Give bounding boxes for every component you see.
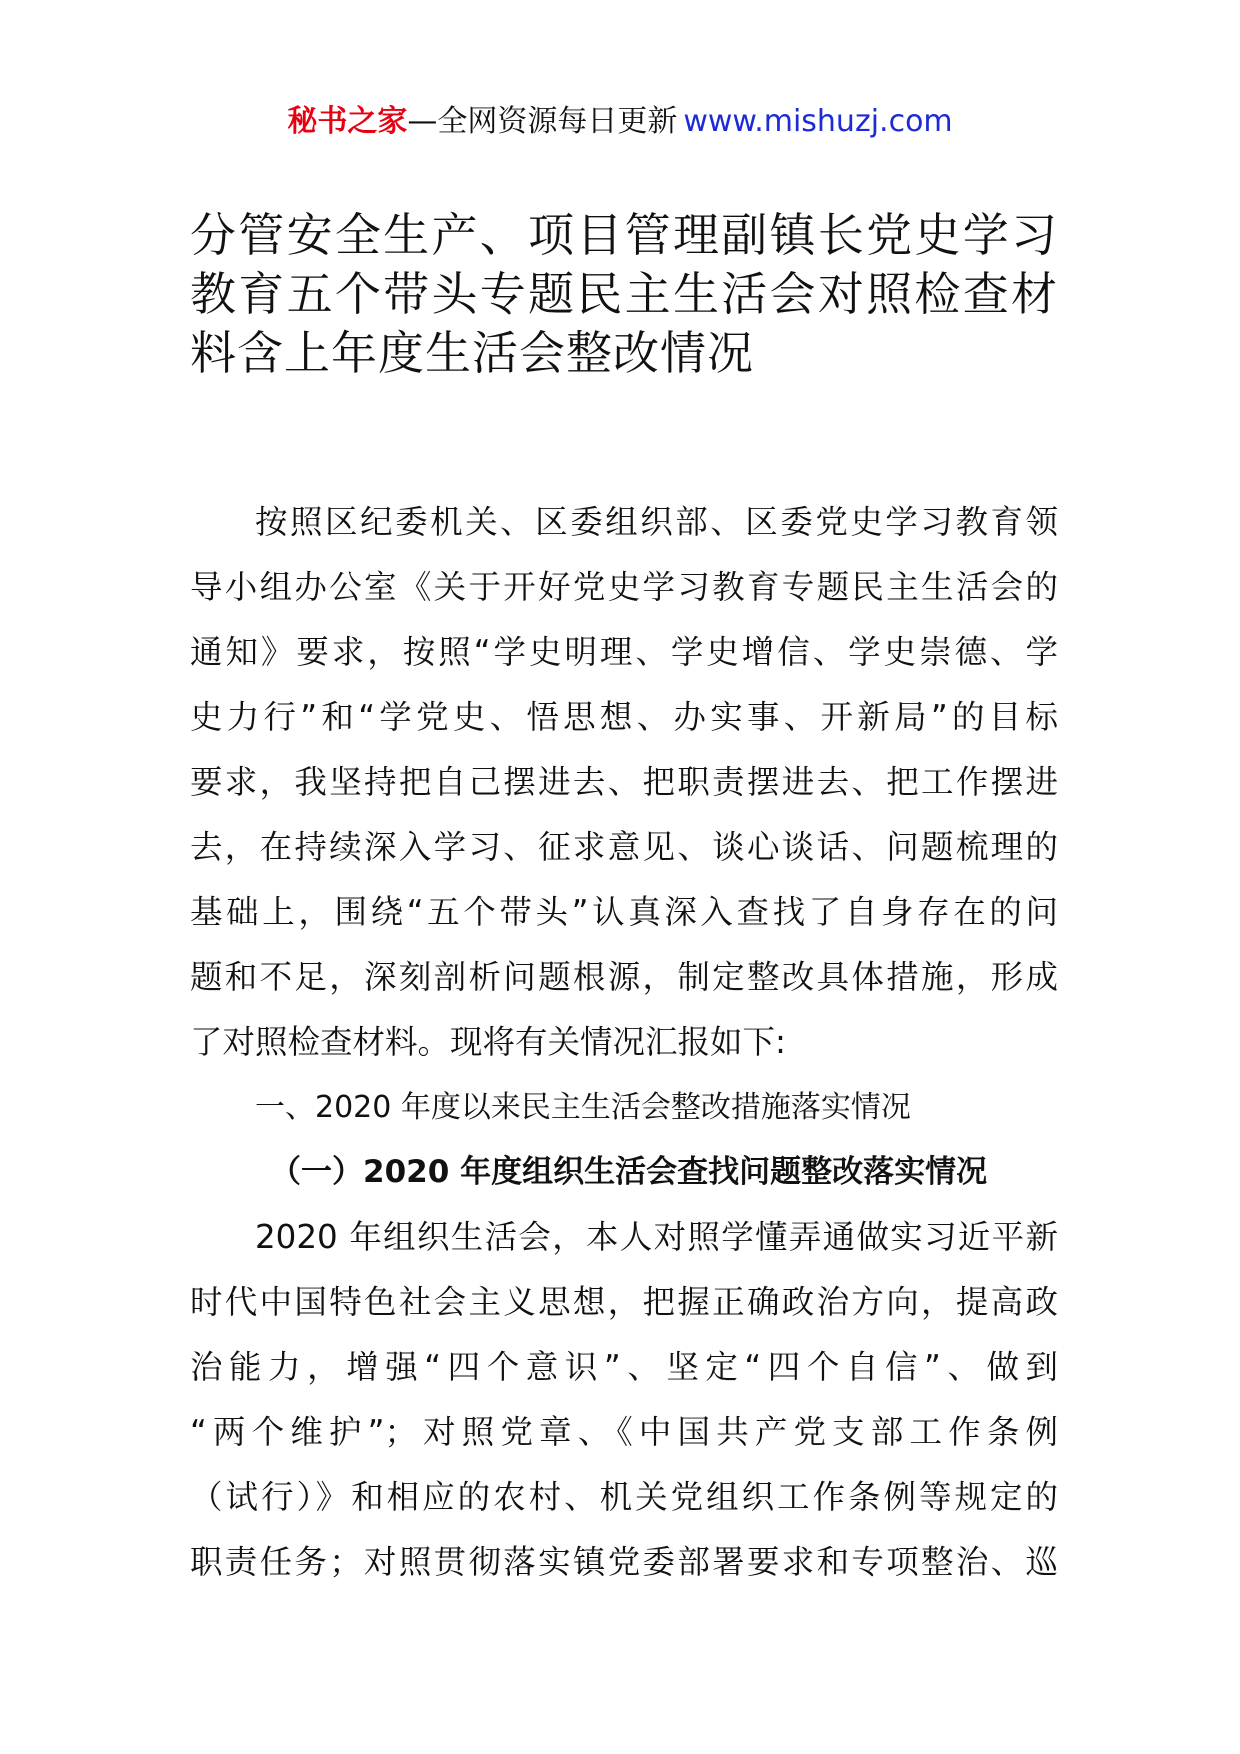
document-body xyxy=(190,490,1058,1595)
paragraph-line: 题和不足，深刻剖析问题根源，制定整改具体措施，形成 xyxy=(190,958,1058,996)
paragraph-line: 职责任务；对照贯彻落实镇党委部署要求和专项整治、巡 xyxy=(190,1543,1058,1581)
paragraph-line: 基础上，围绕“五个带头”认真深入查找了自身存在的问 xyxy=(190,893,1058,931)
site-url-link[interactable]: www.mishuzj.com xyxy=(683,104,953,139)
title-line: 料含上年度生活会整改情况 xyxy=(190,326,754,380)
intro-paragraph xyxy=(190,490,1058,1075)
document-title xyxy=(190,206,1058,383)
paragraph-line: 要求，我坚持把自己摆进去、把职责摆进去、把工作摆进 xyxy=(190,763,1058,801)
paragraph-line: 时代中国特色社会主义思想，把握正确政治方向，提高政 xyxy=(190,1283,1058,1321)
paragraph-line: 2020 年组织生活会，本人对照学懂弄通做实习近平新 xyxy=(255,1218,1058,1256)
site-brand-name: 秘书之家 xyxy=(287,104,408,139)
paragraph-line: 治能力，增强“四个意识”、坚定“四个自信”、做到 xyxy=(190,1348,1058,1386)
subsection-heading: （一）2020 年度组织生活会查找问题整改落实情况 xyxy=(270,1154,988,1190)
title-line: 教育五个带头专题民主生活会对照检查材 xyxy=(190,267,1058,321)
title-line: 分管安全生产、项目管理副镇长党史学习 xyxy=(190,208,1058,262)
paragraph-line: “两个维护”；对照党章、《中国共产党支部工作条例 xyxy=(190,1413,1058,1451)
site-tagline: —全网资源每日更新 xyxy=(407,104,678,139)
paragraph-line: 史力行”和“学党史、悟思想、办实事、开新局”的目标 xyxy=(190,698,1058,736)
paragraph-line: （试行）》和相应的农村、机关党组织工作条例等规定的 xyxy=(190,1478,1058,1516)
paragraph-line: 去，在持续深入学习、征求意见、谈心谈话、问题梳理的 xyxy=(190,828,1058,866)
section-heading: 一、2020 年度以来民主生活会整改措施落实情况 xyxy=(255,1090,911,1125)
paragraph-line: 导小组办公室《关于开好党史学习教育专题民主生活会的 xyxy=(190,568,1058,606)
site-watermark-header xyxy=(0,100,1240,144)
section-paragraph xyxy=(190,1205,1058,1595)
paragraph-line: 了对照检查材料。现将有关情况汇报如下: xyxy=(190,1023,786,1061)
paragraph-line: 按照区纪委机关、区委组织部、区委党史学习教育领 xyxy=(255,503,1058,541)
paragraph-line: 通知》要求，按照“学史明理、学史增信、学史崇德、学 xyxy=(190,633,1058,671)
